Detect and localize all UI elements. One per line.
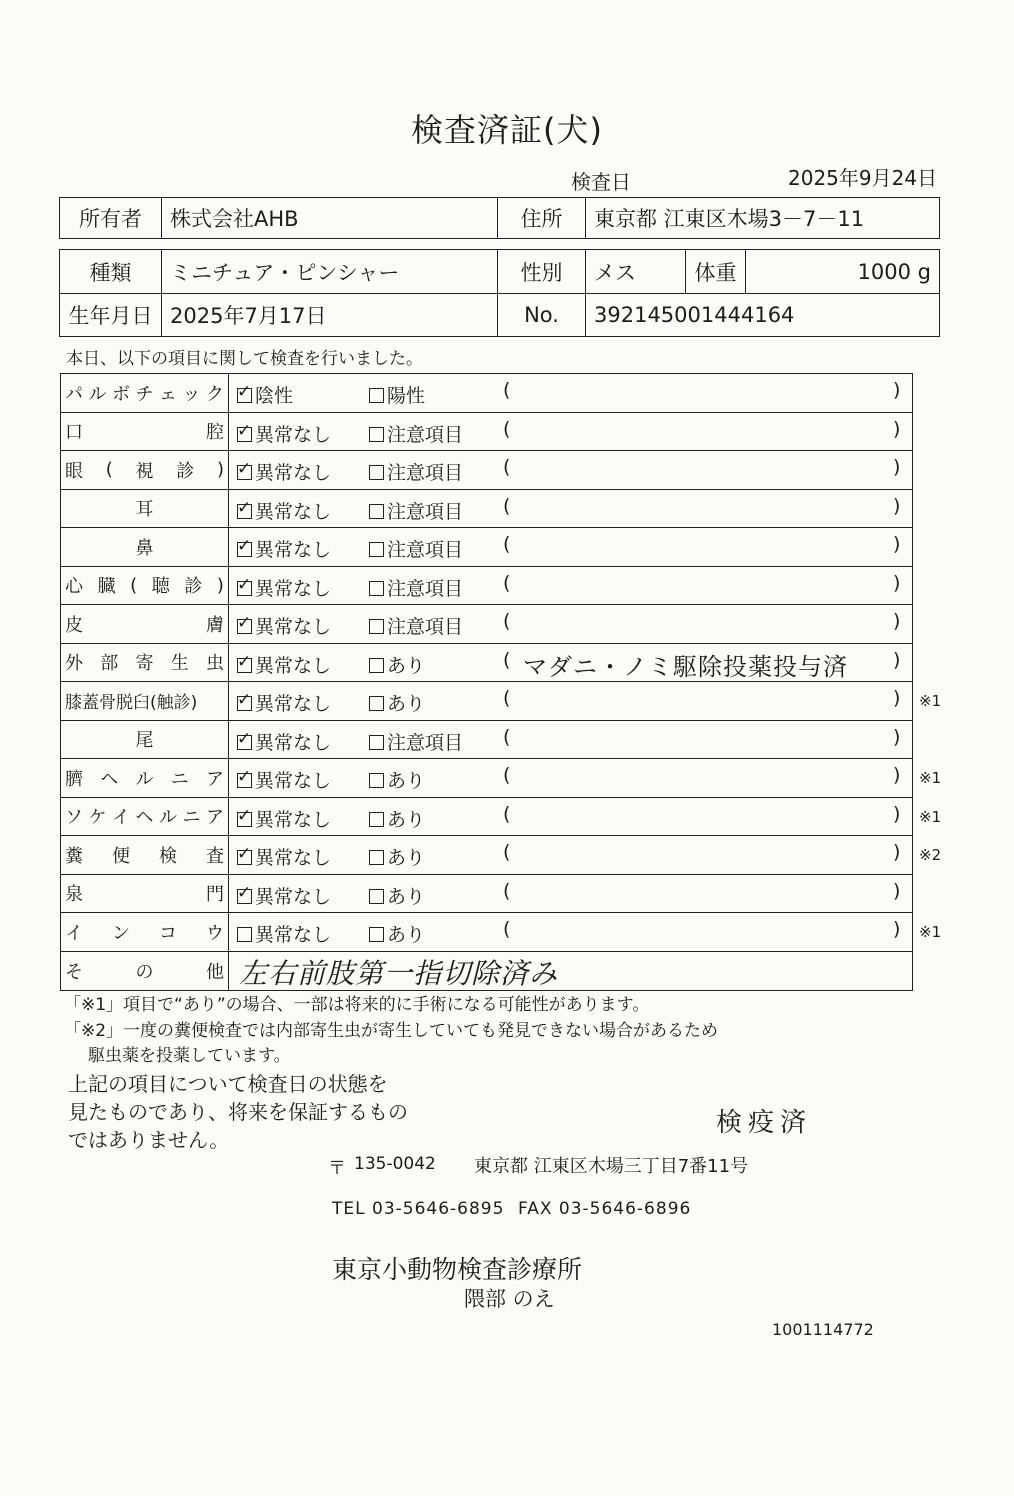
checkbox-icon[interactable] (237, 465, 252, 480)
footnote-mark: ※1 (919, 923, 942, 941)
checkbox-icon[interactable] (237, 427, 252, 442)
option-label: 注意項目 (387, 423, 464, 446)
option-abnormal[interactable] (369, 920, 425, 947)
item-note: マダニ・ノミ駆除投薬投与済 (523, 652, 848, 681)
paren-close: ) (893, 879, 901, 902)
paren-open: ( (503, 648, 511, 671)
clinic-tel: TEL 03-5646-6895 (332, 1199, 505, 1219)
footnote-3: 駆虫薬を投薬しています。 (88, 1046, 291, 1066)
document-title: 検査済証(犬) (411, 111, 603, 149)
paren-open: ( (503, 802, 511, 825)
owner-value: 株式会社AHB (162, 198, 498, 239)
address-value: 東京都 江東区木場3－7－11 (586, 198, 940, 239)
option-label: 異常なし (255, 462, 332, 484)
paren-close: ) (893, 379, 901, 401)
option-label: 異常なし (255, 808, 332, 831)
item-name: 鼻 (61, 528, 229, 566)
intro-text: 本日、以下の項目に関して検査を行いました。 (66, 349, 423, 369)
checkbox-icon[interactable] (237, 619, 252, 634)
other-label: そ の 他 (61, 952, 229, 990)
option-label: 異常なし (255, 539, 332, 561)
option-normal[interactable] (237, 535, 331, 562)
option-label: 異常なし (255, 731, 332, 754)
paren-open: ( (503, 841, 511, 863)
inspection-table (60, 373, 942, 991)
option-label: あり (387, 770, 426, 792)
option-abnormal[interactable] (369, 612, 463, 639)
clinic-address: 東京都 江東区木場三丁目7番11号 (474, 1156, 749, 1177)
option-normal[interactable] (237, 497, 331, 524)
paren-close: ) (893, 725, 901, 748)
option-label: あり (387, 885, 426, 908)
item-name: イ ン コ ウ (61, 913, 229, 951)
paren-open: ( (503, 764, 511, 786)
sex-label: 性別 (498, 250, 586, 294)
option-normal[interactable] (237, 766, 331, 793)
option-abnormal[interactable] (369, 651, 425, 678)
option-abnormal[interactable] (369, 381, 425, 408)
paren-close: ) (893, 687, 901, 709)
other-row (61, 952, 912, 990)
footnote-mark: ※1 (919, 807, 942, 826)
checkbox-icon[interactable] (237, 889, 252, 904)
option-label: あり (387, 693, 426, 715)
option-label: 異常なし (255, 654, 332, 677)
checkbox-icon[interactable] (369, 696, 384, 711)
paren-open: ( (503, 533, 511, 555)
paren-close: ) (893, 764, 901, 786)
checkbox-icon[interactable] (369, 542, 384, 557)
item-name: 尾 (61, 721, 229, 759)
option-label: あり (387, 654, 426, 677)
option-normal[interactable] (237, 728, 331, 755)
option-label: 注意項目 (387, 500, 464, 523)
option-normal[interactable] (237, 882, 331, 909)
checkbox-icon[interactable] (369, 850, 384, 865)
checkbox-icon[interactable] (369, 927, 384, 942)
disclaimer: 上記の項目について検査日の状態を 見たものであり、将来を保証するもの ではありません。 (68, 1072, 408, 1152)
paren-open: ( (503, 918, 511, 940)
option-label: あり (387, 924, 426, 946)
option-label: 異常なし (255, 885, 332, 908)
option-abnormal[interactable] (369, 882, 425, 909)
paren-close: ) (893, 802, 901, 825)
option-abnormal[interactable] (369, 728, 463, 755)
option-abnormal[interactable] (369, 689, 425, 716)
inspection-row (61, 605, 912, 644)
option-normal[interactable] (237, 420, 331, 447)
owner-label: 所有者 (60, 198, 162, 239)
exam-date: 2025年9月24日 (788, 166, 938, 190)
option-label: 異常なし (255, 847, 332, 869)
option-abnormal[interactable] (369, 458, 463, 485)
checkbox-icon[interactable] (237, 504, 252, 519)
other-handwritten-value: 左右前肢第一指切除済み (239, 956, 559, 990)
item-name: 耳 (61, 490, 229, 528)
inspection-row (61, 836, 942, 875)
postal-mark-icon: 〒 (328, 1158, 346, 1179)
option-label: 注意項目 (387, 731, 464, 754)
paren-close: ) (893, 610, 901, 632)
inspection-row (61, 875, 912, 914)
checkbox-icon[interactable] (369, 773, 384, 788)
item-name: 泉 門 (61, 875, 229, 913)
option-abnormal[interactable] (369, 843, 425, 870)
checkbox-icon[interactable] (369, 427, 384, 442)
option-abnormal[interactable] (369, 497, 463, 524)
option-label: 異常なし (255, 924, 332, 946)
option-abnormal[interactable] (369, 805, 425, 832)
item-name: 心 臓 ( 聴 診 ) (61, 567, 229, 605)
inspection-row (61, 567, 912, 606)
checkbox-icon[interactable] (237, 927, 252, 942)
option-abnormal[interactable] (369, 420, 463, 447)
checkbox-icon[interactable] (237, 581, 252, 596)
option-normal[interactable] (237, 381, 293, 408)
exam-date-label: 検査日 (571, 170, 631, 194)
inspection-row (61, 913, 942, 952)
weight-label: 体重 (686, 250, 746, 294)
checkbox-icon[interactable] (369, 619, 384, 634)
paren-close: ) (893, 648, 901, 671)
inspection-row (61, 413, 912, 452)
paren-close: ) (893, 918, 901, 940)
option-normal[interactable] (237, 805, 331, 832)
item-name: 口 腔 (61, 413, 229, 451)
option-label: 異常なし (255, 577, 332, 600)
option-label: あり (387, 847, 426, 869)
checkbox-icon[interactable] (369, 889, 384, 904)
paren-open: ( (503, 379, 511, 401)
birth-label: 生年月日 (60, 294, 162, 337)
option-abnormal[interactable] (369, 766, 425, 793)
inspector-name: 隈部 のえ (464, 1287, 555, 1311)
paren-open: ( (503, 879, 511, 902)
paren-close: ) (893, 571, 901, 594)
option-label: 陽性 (387, 385, 426, 407)
option-label: 異常なし (255, 423, 332, 446)
owner-table (59, 197, 940, 239)
option-label: 注意項目 (387, 462, 464, 484)
checkbox-icon[interactable] (369, 465, 384, 480)
checkbox-icon[interactable] (369, 581, 384, 596)
paren-open: ( (503, 417, 511, 440)
inspection-row (61, 490, 912, 529)
checkbox-icon[interactable] (237, 658, 252, 673)
inspection-row (61, 682, 942, 721)
paren-open: ( (503, 687, 511, 709)
inspection-row (61, 374, 912, 413)
option-normal[interactable] (237, 458, 331, 485)
weight-value: 1000 g (746, 250, 940, 294)
option-abnormal[interactable] (369, 574, 463, 601)
item-name: 糞 便 検 査 (61, 836, 229, 874)
paren-close: ) (893, 533, 901, 555)
clinic-name: 東京小動物検査診療所 (332, 1255, 583, 1284)
option-label: 陰性 (255, 385, 294, 407)
breed-value: ミニチュア・ピンシャー (162, 250, 498, 294)
item-name: 外 部 寄 生 虫 (61, 644, 229, 682)
inspection-row (61, 644, 912, 683)
clinic-fax: FAX 03-5646-6896 (518, 1199, 692, 1219)
option-normal[interactable] (237, 574, 331, 601)
birth-value: 2025年7月17日 (162, 294, 498, 337)
footnote-2: 「※2」一度の糞便検査では内部寄生虫が寄生していても発見できない場合があるため (64, 1021, 719, 1041)
paren-open: ( (503, 725, 511, 748)
no-value: 392145001444164 (586, 294, 940, 337)
option-label: 異常なし (255, 693, 332, 715)
option-label: あり (387, 808, 426, 831)
sex-value: メス (586, 250, 686, 294)
inspection-row (61, 528, 912, 567)
option-label: 注意項目 (387, 616, 464, 638)
footnote-mark: ※1 (919, 769, 942, 787)
checkbox-icon[interactable] (369, 735, 384, 750)
option-label: 注意項目 (387, 539, 464, 561)
option-abnormal[interactable] (369, 535, 463, 562)
item-name: 眼 ( 視 診 ) (61, 451, 229, 489)
item-name: パ ル ボ チ ェ ッ ク (61, 374, 229, 412)
postal-code: 135-0042 (354, 1154, 436, 1174)
inspection-row (61, 451, 912, 490)
item-name: 臍 ヘ ル ニ ア (61, 759, 229, 797)
paren-close: ) (893, 417, 901, 440)
paren-close: ) (893, 841, 901, 863)
animal-info-table (59, 249, 940, 337)
paren-open: ( (503, 456, 511, 478)
checkbox-icon[interactable] (237, 773, 252, 788)
checkbox-icon[interactable] (369, 388, 384, 403)
option-label: 異常なし (255, 616, 332, 638)
breed-label: 種類 (60, 250, 162, 294)
checkbox-icon[interactable] (369, 504, 384, 519)
document-number: 1001114772 (772, 1320, 874, 1339)
no-label: No. (498, 294, 586, 337)
option-normal[interactable] (237, 843, 331, 870)
paren-open: ( (503, 571, 511, 594)
inspection-row (61, 721, 912, 760)
paren-open: ( (503, 494, 511, 517)
checkbox-icon[interactable] (237, 735, 252, 750)
inspection-row (61, 798, 942, 837)
item-name: 膝蓋骨脱臼(触診) (61, 682, 229, 720)
footnote-mark: ※1 (919, 692, 942, 710)
option-normal[interactable] (237, 651, 331, 678)
option-label: 注意項目 (387, 577, 464, 600)
checkbox-icon[interactable] (369, 812, 384, 827)
checkbox-icon[interactable] (237, 812, 252, 827)
footnote-mark: ※2 (919, 846, 942, 864)
item-name: ソ ケ イ ヘ ル ニ ア (61, 798, 229, 836)
address-label: 住所 (498, 198, 586, 239)
quarantine-stamp: 検疫済 (716, 1108, 813, 1138)
checkbox-icon[interactable] (237, 696, 252, 711)
option-normal[interactable] (237, 612, 331, 639)
option-label: 異常なし (255, 770, 332, 792)
footnote-1: 「※1」項目で“あり”の場合、一部は将来的に手術になる可能性があります。 (64, 995, 650, 1015)
checkbox-icon[interactable] (237, 388, 252, 403)
paren-close: ) (893, 494, 901, 517)
option-normal[interactable] (237, 920, 331, 947)
inspection-row (61, 759, 942, 798)
paren-close: ) (893, 456, 901, 478)
checkbox-icon[interactable] (237, 542, 252, 557)
checkbox-icon[interactable] (237, 850, 252, 865)
paren-open: ( (503, 610, 511, 632)
option-label: 異常なし (255, 500, 332, 523)
checkbox-icon[interactable] (369, 658, 384, 673)
option-normal[interactable] (237, 689, 331, 716)
item-name: 皮 膚 (61, 605, 229, 643)
